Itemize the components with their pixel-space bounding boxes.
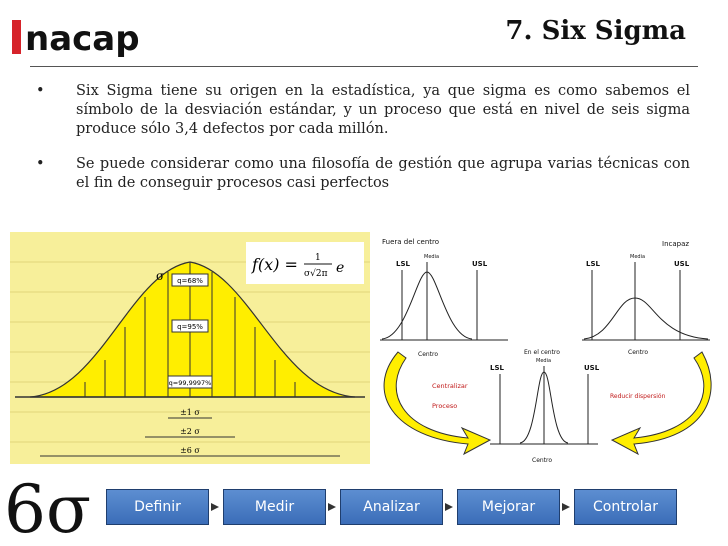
title-divider [30,66,698,67]
media-label: Media [630,254,646,260]
svg-text:1: 1 [315,253,321,263]
lsl-label: LSL [490,364,504,372]
sigma2-label: ±2 σ [180,427,200,436]
centralizar-label: Centralizar [432,382,468,390]
svg-text:nacap: nacap [25,19,140,58]
slide-title: 7. Six Sigma [505,16,686,46]
incapaz-label: Incapaz [662,240,690,248]
six-sigma-text: 6σ [4,471,92,540]
centro-label: Centro [532,457,553,464]
step-analizar: Analizar [340,489,443,525]
step-controlar: Controlar [574,489,677,525]
media-label: Media [536,358,552,364]
media-label: Media [424,254,440,260]
en-centro-label: En el centro [524,349,560,356]
usl-label: USL [584,364,600,372]
dmaic-steps [106,489,677,525]
nacap-logo [12,16,187,58]
q95-label: q=95% [177,323,203,331]
step-arrow-icon [326,489,340,525]
q68-label: q=68% [177,277,203,285]
lsl-label: LSL [396,260,410,268]
svg-text:f(x) =: f(x) = [252,255,298,274]
step-arrow-icon [209,489,223,525]
sigma6-label: ±6 σ [180,446,200,455]
bullet-marker: • [36,156,45,172]
reducir-label: Reducir dispersión [610,393,666,400]
fuera-label: Fuera del centro [382,238,440,246]
q9999-label: q=99,9997% [168,379,212,387]
sigma-symbol: σ [156,269,165,283]
bullet-text: Six Sigma tiene su origen en la estadística, ya que sigma es como sabemos el símbolo de la desviación estándar, y un proceso que está en nivel de seis sigma produce sólo 3,4 defectos por cada millón. [76,83,690,137]
gaussian-distribution-figure [10,232,370,464]
centro-label: Centro [628,349,649,356]
bullet-text: Se puede considerar como una filosofía de gestión que agrupa varias técnicas con el fin de conseguir procesos casi perfectos [76,156,690,191]
proceso-label: Proceso [432,402,458,410]
bullet-marker: • [36,83,45,99]
svg-text:e: e [336,260,345,276]
sigma1-label: ±1 σ [180,408,200,417]
usl-label: USL [472,260,488,268]
six-sigma-mark [4,470,110,540]
step-mejorar: Mejorar [457,489,560,525]
centro-label: Centro [418,351,439,358]
step-medir: Medir [223,489,326,525]
step-arrow-icon [560,489,574,525]
svg-text:σ√2π: σ√2π [304,269,328,279]
usl-label: USL [674,260,690,268]
lsl-label: LSL [586,260,600,268]
bullet-list [30,82,690,209]
step-arrow-icon [443,489,457,525]
process-capability-figure [372,232,718,464]
bullet-item [30,82,690,139]
bullet-item [30,155,690,193]
step-definir: Definir [106,489,209,525]
